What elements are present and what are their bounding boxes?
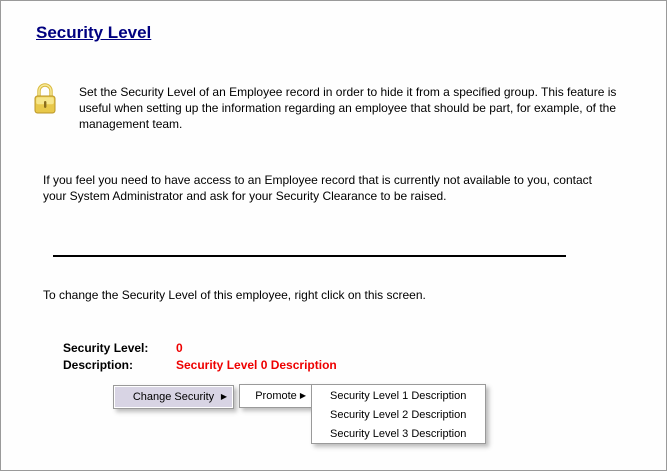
menu-item-level-1[interactable]: Security Level 1 Description bbox=[330, 389, 467, 402]
description-row bbox=[63, 357, 337, 374]
intro-paragraph: Set the Security Level of an Employee record in order to hide it from a specified group. This feature is useful when setting up the information regarding an employee that should be part, for example, of the management team. bbox=[79, 85, 617, 131]
submenu-arrow-icon: ▶ bbox=[299, 391, 306, 400]
context-menu-root bbox=[113, 385, 234, 409]
description-value: Security Level 0 Description bbox=[176, 358, 337, 372]
menu-item-promote-label: Promote bbox=[255, 390, 297, 402]
menu-item-level-3[interactable]: Security Level 3 Description bbox=[330, 427, 467, 440]
menu-item-level-2[interactable]: Security Level 2 Description bbox=[330, 408, 467, 421]
security-level-label: Security Level: bbox=[63, 341, 149, 355]
menu-item-change-security-label: Change Security bbox=[132, 391, 215, 403]
context-menu-levels bbox=[311, 384, 486, 444]
instruction-text: To change the Security Level of this employee, right click on this screen. bbox=[43, 288, 426, 302]
menu-item-change-security[interactable] bbox=[115, 387, 232, 407]
security-level-value: 0 bbox=[176, 341, 183, 355]
page-title: Security Level bbox=[36, 23, 152, 42]
padlock-graphic bbox=[32, 82, 58, 115]
access-paragraph: If you feel you need to have access to an Employee record that is currently not available to you, contact your System Administrator and ask for your Security Clearance to be raised. bbox=[43, 173, 592, 203]
description-label: Description: bbox=[63, 358, 134, 372]
context-menu-promote bbox=[239, 384, 313, 408]
submenu-arrow-icon: ▶ bbox=[220, 392, 227, 401]
menu-item-promote[interactable] bbox=[241, 386, 311, 406]
lock-icon bbox=[32, 82, 58, 115]
divider-line bbox=[53, 255, 566, 257]
security-info-block bbox=[63, 340, 337, 374]
security-level-row bbox=[63, 340, 337, 357]
